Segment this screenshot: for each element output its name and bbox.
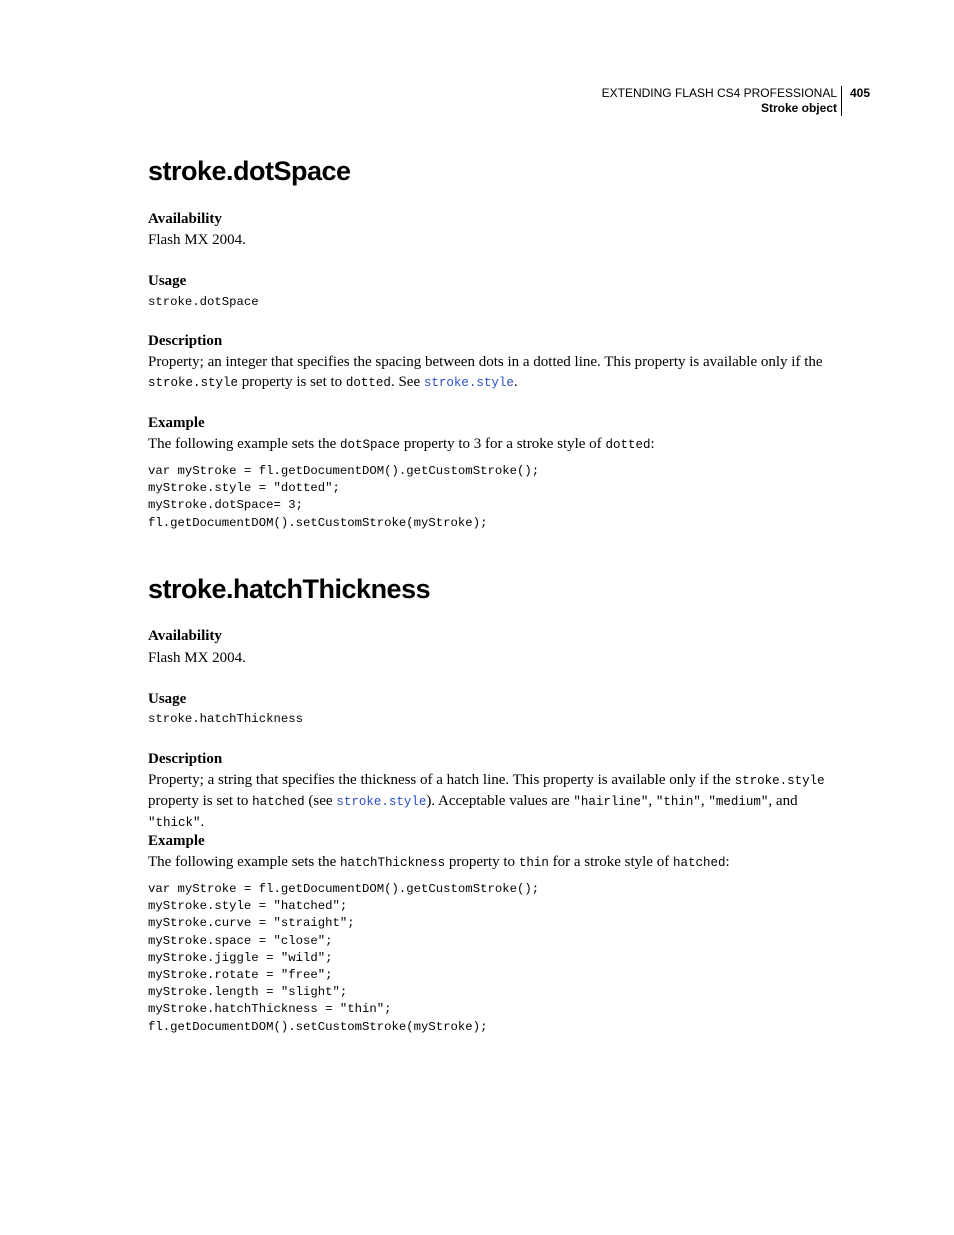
availability-heading: Availability xyxy=(148,628,222,644)
example-heading: Example xyxy=(148,833,205,849)
description-heading: Description xyxy=(148,333,223,349)
example-code-block: var myStroke = fl.getDocumentDOM().getCustomStroke(); myStroke.style = "dotted"; myStroke.dotSpace= 3; fl.getDocumentDOM().setCustomStroke(myStroke); xyxy=(148,464,540,530)
section-title: Stroke object xyxy=(760,101,837,115)
description-heading: Description xyxy=(148,751,223,767)
availability-text: Flash MX 2004. xyxy=(148,650,246,666)
section-heading-dotspace: stroke.dotSpace xyxy=(148,156,351,186)
usage-heading: Usage xyxy=(148,691,187,707)
book-title: EXTENDING FLASH CS4 PROFESSIONAL xyxy=(601,86,837,100)
section-heading-hatchthickness: stroke.hatchThickness xyxy=(148,574,431,604)
stroke-style-link[interactable]: stroke.style xyxy=(423,376,514,390)
running-header xyxy=(602,86,842,116)
description-text: Property; a string that specifies the thickness of a hatch line. This property is available only if the stroke.style property is set to hatched (see stroke.style). Acceptable values are "hairline", "thin", "medium", and "thick". xyxy=(148,772,825,830)
availability-text: Flash MX 2004. xyxy=(148,232,246,248)
description-text: Property; an integer that specifies the spacing between dots in a dotted line. This property is available only if the stroke.style property is set to dotted. See stroke.style. xyxy=(148,354,823,390)
example-intro: The following example sets the dotSpace property to 3 for a stroke style of dotted: xyxy=(148,436,655,452)
example-heading: Example xyxy=(148,415,205,431)
stroke-style-link[interactable]: stroke.style xyxy=(336,795,427,809)
availability-heading: Availability xyxy=(148,211,222,227)
example-code-block: var myStroke = fl.getDocumentDOM().getCustomStroke(); myStroke.style = "hatched"; myStroke.curve = "straight"; myStroke.space = "close"; myStroke.jiggle = "wild"; myStroke.rotate = "free"; myStroke.length = "slight"; myStroke.hatchThickness = "thin"; fl.getDocumentDOM().setCustomStroke(myStroke); xyxy=(148,882,540,1034)
usage-code: stroke.dotSpace xyxy=(148,295,259,309)
usage-code: stroke.hatchThickness xyxy=(148,712,303,726)
usage-heading: Usage xyxy=(148,273,187,289)
example-intro: The following example sets the hatchThickness property to thin for a stroke style of hatched: xyxy=(148,854,730,870)
page-number: 405 xyxy=(850,86,871,100)
